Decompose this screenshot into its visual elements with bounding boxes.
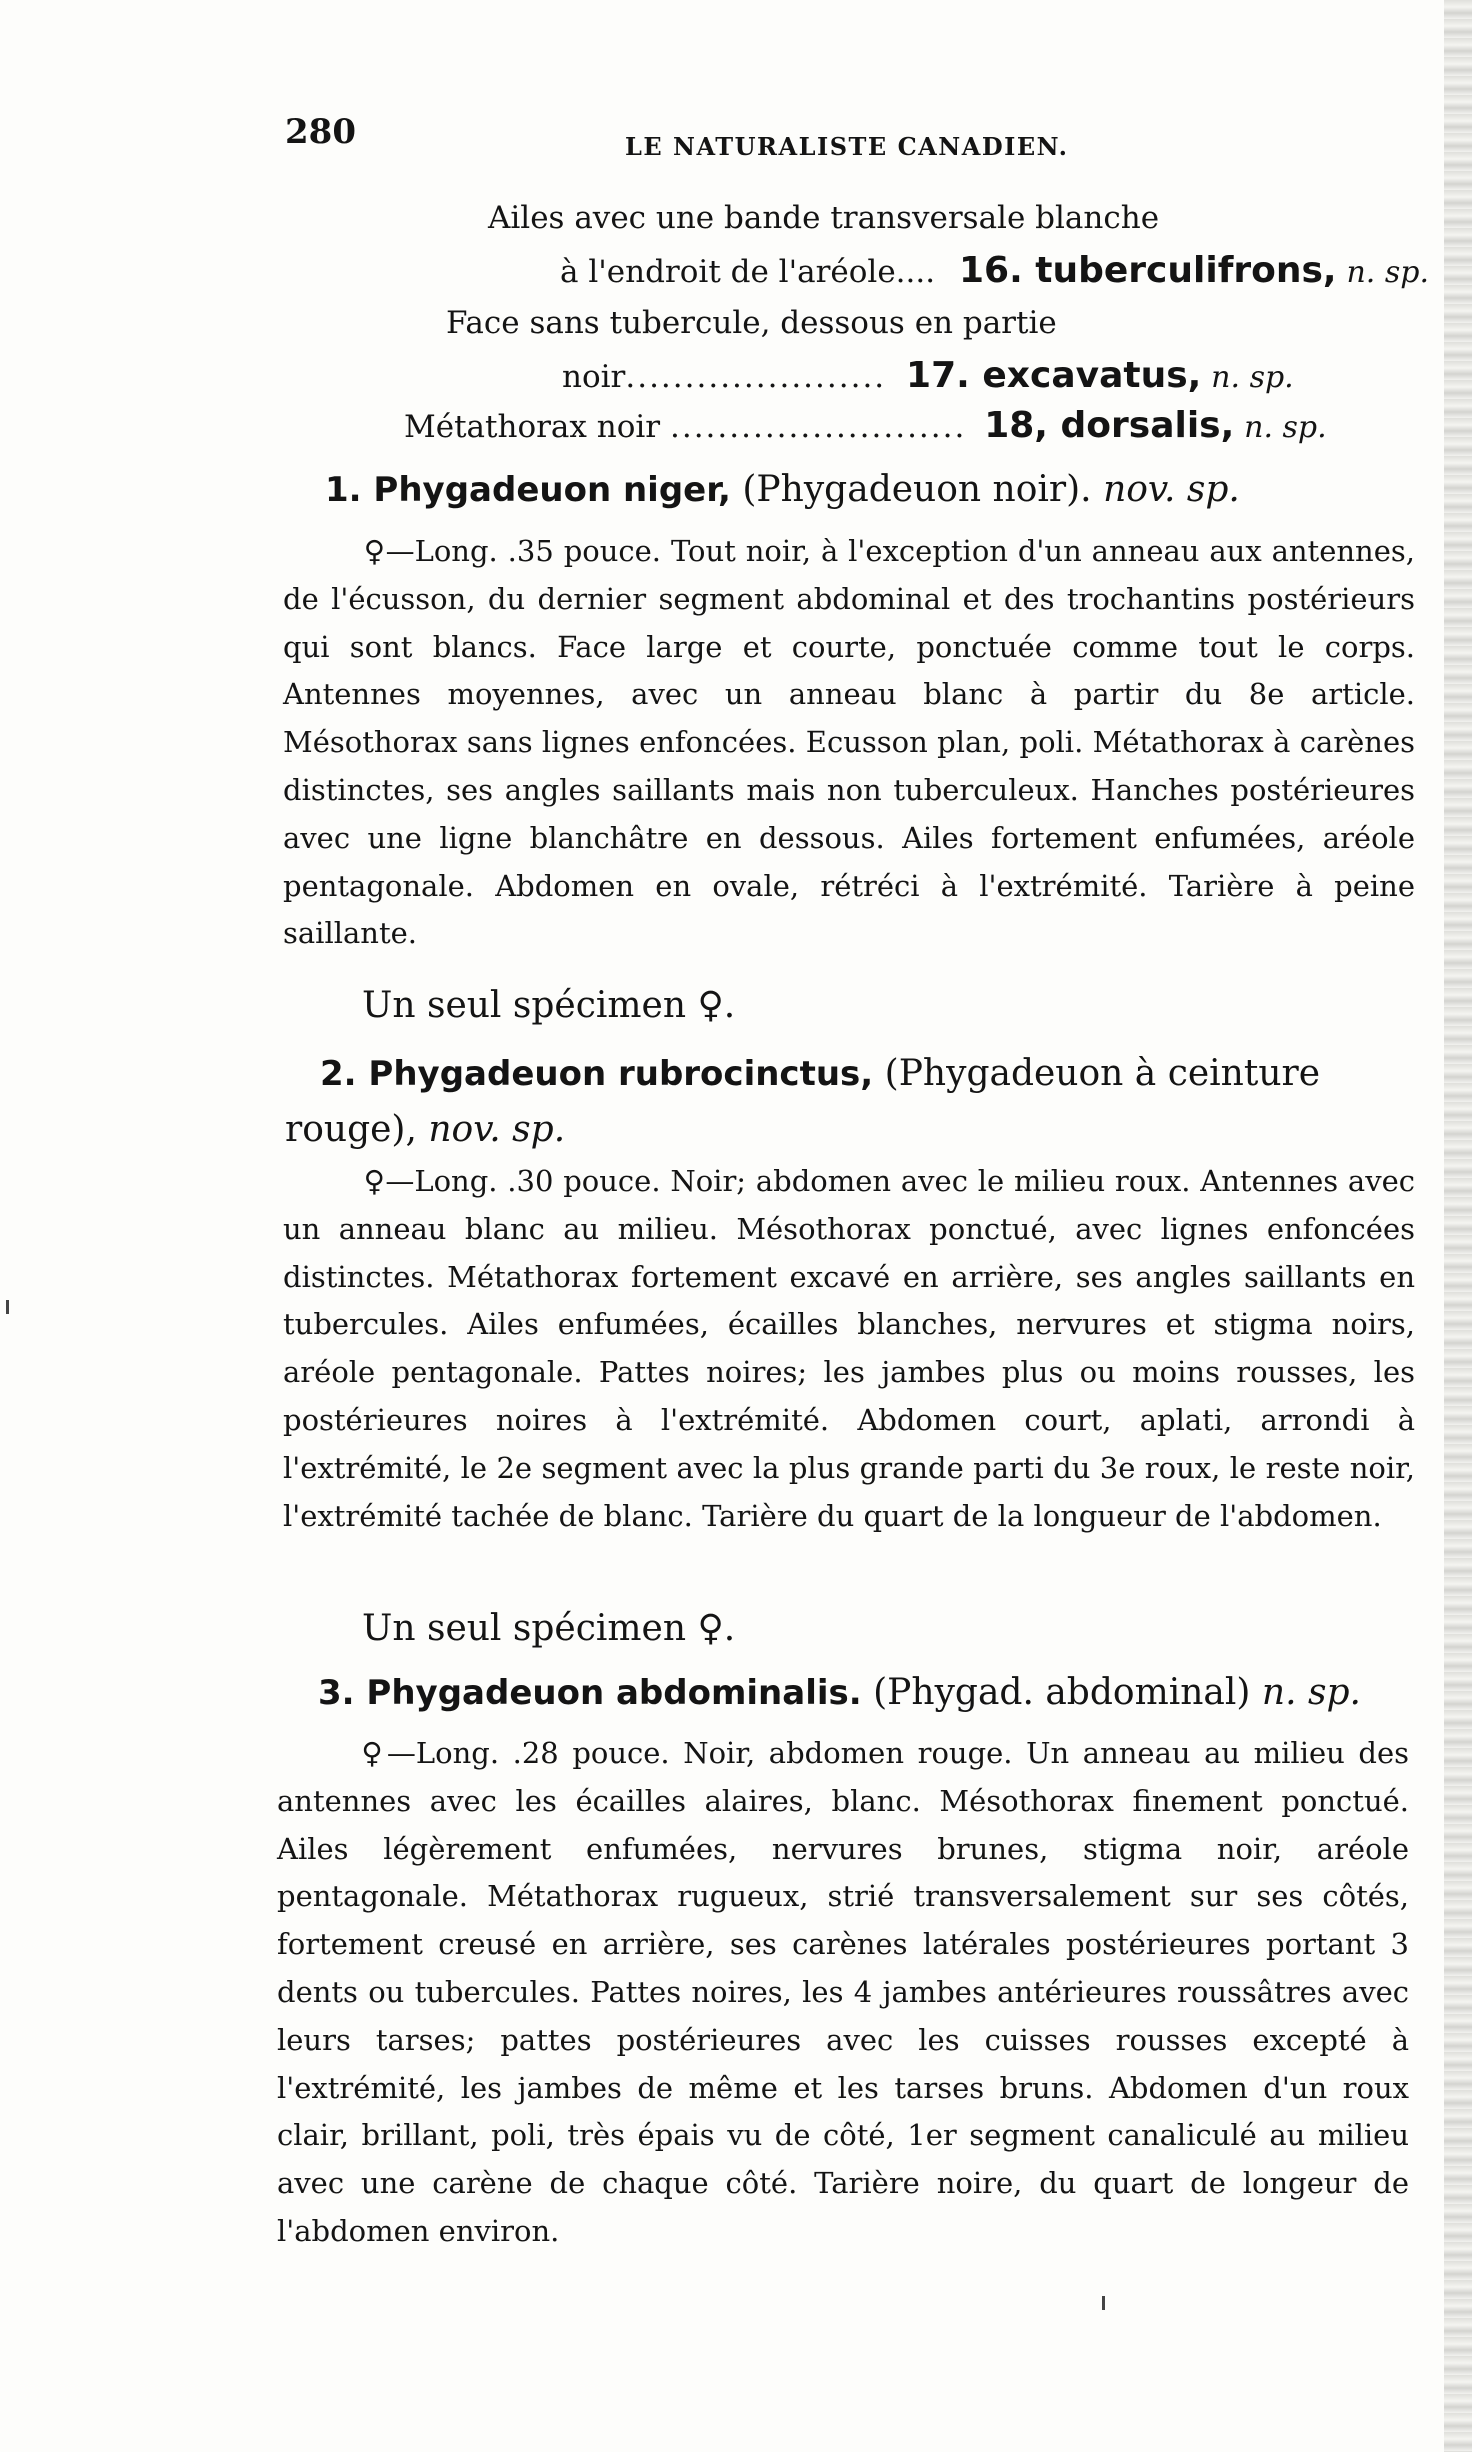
key-leader-dots: ......................... [669,409,967,445]
species-1-nov-sp: nov. sp. [1103,469,1240,510]
species-2-common-name: (Phygadeuon à ceinture rouge), [285,1053,1321,1150]
key-line-4-text: noir [562,359,626,395]
species-2-specimen-note: Un seul spécimen ♀. [362,1608,736,1649]
species-2-description: ♀—Long. .30 pouce. Noir; abdomen avec le milieu roux. Antennes avec un anneau blanc au milieu. Mésothorax ponctué, avec lignes enfoncées distinctes. Métathorax fortement excavé en arrière, ses angles saillants en tubercules. Ailes enfumées, écailles blanches, nervures et stigma noirs, aréole pentagonale. Pattes noires; les jambes plus ou moins rousses, les postérieures noires à l'extrémité. Abdomen court, aplati, arrondi à l'extrémité, le 2e segment avec la plus grande parti du 3e roux, le reste noir, l'extrémité tachée de blanc. Tarière du quart de la longueur de l'abdomen. [283,1164,1415,1533]
key-nsp-16: n. sp. [1346,255,1429,290]
species-3-nov-sp: n. sp. [1261,1672,1361,1713]
species-1-specimen-note: Un seul spécimen ♀. [362,985,736,1026]
key-line-3: Face sans tubercule, dessous en partie [446,305,1057,341]
key-species-18: 18, dorsalis, [984,405,1235,446]
species-1-heading [325,462,1455,518]
key-species-16: 16. tuberculifrons, [958,250,1337,291]
species-3-common-name: (Phygad. abdominal) [873,1672,1251,1713]
scan-speck [1102,2296,1105,2310]
species-1-description: ♀—Long. .35 pouce. Tout noir, à l'exception d'un anneau aux antennes, de l'écusson, du dernier segment abdominal et des trochantins postérieurs qui sont blancs. Face large et courte, ponctuée comme tout le corps. Antennes moyennes, avec un anneau blanc à partir du 8e article. Mésothorax sans lignes enfoncées. Ecusson plan, poli. Métathorax à carènes distinctes, ses angles saillants mais non tuberculeux. Hanches postérieures avec une ligne blanchâtre en dessous. Ailes fortement enfumées, aréole pentagonale. Abdomen en ovale, rétréci à l'extrémité. Tarière à peine saillante. [283,534,1415,951]
key-line-2 [560,250,1472,291]
running-title: LE NATURALISTE CANADIEN. [625,132,1069,161]
key-line-1: Ailes avec une bande transversale blanche [488,200,1160,236]
key-nsp-18: n. sp. [1244,410,1327,445]
key-line-2-text: à l'endroit de l'aréole.... [560,254,936,290]
key-line-5 [404,405,1472,446]
page-header [285,112,1385,172]
species-1-name: 1. Phygadeuon niger, [325,470,731,510]
key-line-5-text: Métathorax noir [404,409,661,445]
key-species-17: 17. excavatus, [906,355,1202,396]
key-leader-dots: ...................... [625,359,887,395]
species-3-heading [318,1665,1448,1721]
species-3-name: 3. Phygadeuon abdominalis. [318,1673,862,1713]
species-2-heading [285,1046,1415,1158]
key-nsp-17: n. sp. [1211,360,1294,395]
species-1-common-name: (Phygadeuon noir). [742,469,1092,510]
species-3-description: ♀—Long. .28 pouce. Noir, abdomen rouge. Un anneau au milieu des antennes avec les écailles alaires, blanc. Mésothorax finement ponctué. Ailes légèrement enfumées, nervures brunes, stigma noir, aréole pentagonale. Métathorax rugueux, strié transversalement sur ses côtés, fortement creusé en arrière, ses carènes latérales postérieures portant 3 dents ou tubercules. Pattes noires, les 4 jambes antérieures roussâtres avec leurs tarses; pattes postérieures avec les cuisses rousses excepté à l'extrémité, les jambes de même et les tarses bruns. Abdomen d'un roux clair, brillant, poli, très épais vu de côté, 1er segment canaliculé au milieu avec une carène de chaque côté. Tarière noire, du quart de longeur de l'abdomen environ. [277,1736,1409,2248]
species-2-nov-sp: nov. sp. [428,1109,566,1150]
species-2-name: 2. Phygadeuon rubrocinctus, [320,1054,874,1094]
scan-speck [6,1300,9,1314]
key-line-4 [562,355,1472,396]
page-number: 280 [285,112,356,152]
